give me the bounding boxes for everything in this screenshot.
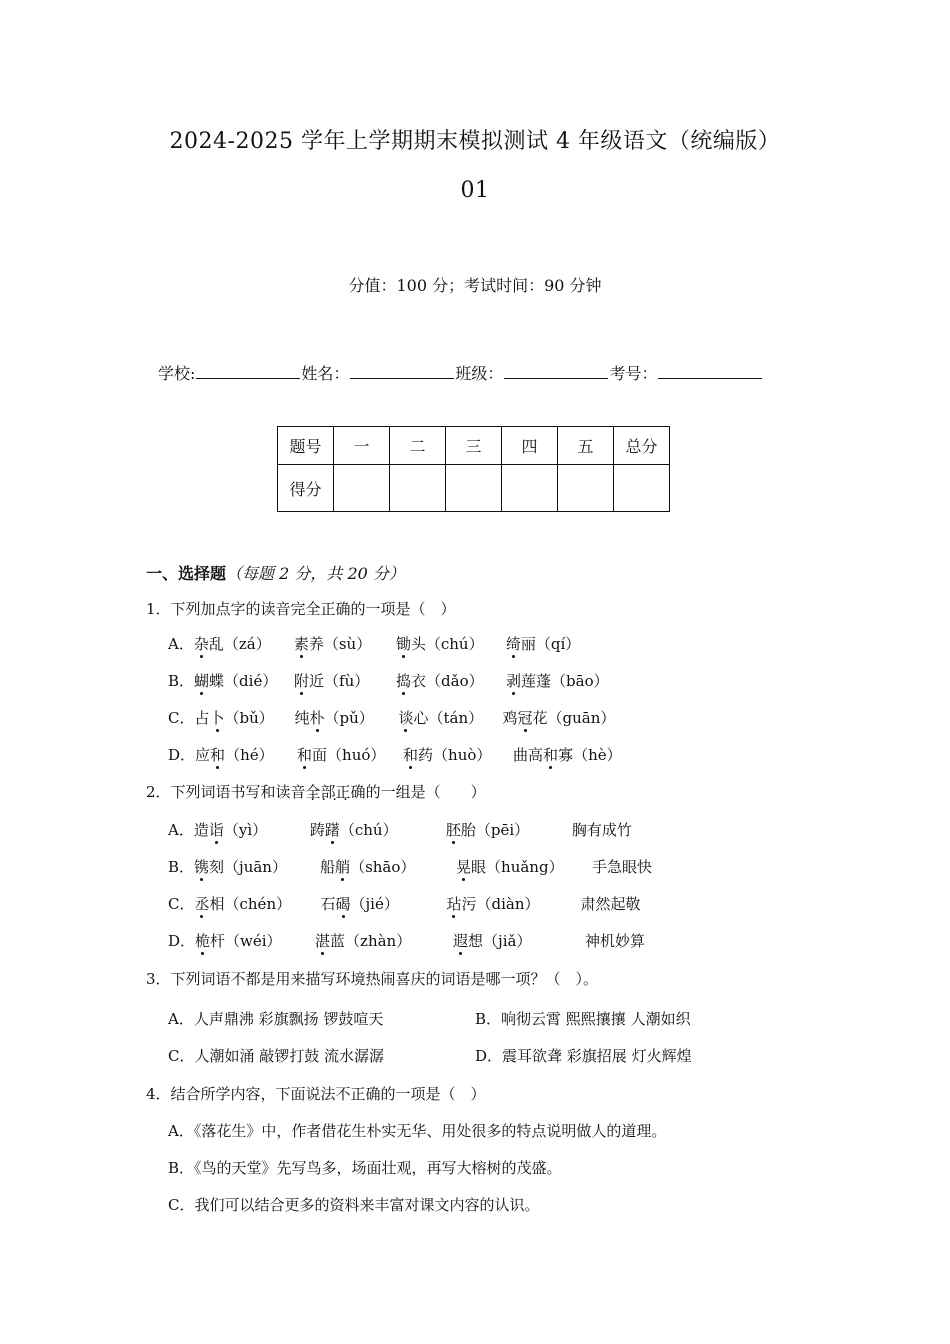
score-cell[interactable]: [334, 465, 390, 512]
option-letter: D．: [168, 932, 196, 950]
word-item: 晃眼（huǎng）: [456, 858, 564, 876]
score-cell[interactable]: [558, 465, 614, 512]
option-letter: A．: [168, 821, 194, 839]
score-header-cell: 二: [390, 427, 446, 465]
word-item: 附近（fù）: [294, 672, 370, 690]
q3-option-c[interactable]: [168, 1045, 384, 1066]
school-blank[interactable]: [196, 360, 300, 379]
q4-option-c[interactable]: [168, 1194, 540, 1215]
q1-option-d[interactable]: [168, 744, 622, 765]
word-item: 占卜（bǔ）: [194, 709, 274, 727]
option-text: 震耳欲聋 彩旗招展 灯火辉煌: [502, 1047, 692, 1065]
word-item: 绮丽（qí）: [505, 635, 581, 653]
option-text: 人潮如涌 敲锣打鼓 流水潺潺: [194, 1047, 385, 1065]
word-item: 曲高和寡（hè）: [513, 746, 622, 764]
section-1-title: 一、选择题: [146, 564, 227, 583]
q4-option-b[interactable]: [168, 1157, 562, 1178]
score-cell[interactable]: [502, 465, 558, 512]
option-letter: D．: [475, 1047, 503, 1065]
option-letter: A．: [168, 635, 194, 653]
question-2-stem: 2．下列词语书写和读音全部正确 · ·的一组是（ ）: [146, 781, 486, 802]
option-letter: C．: [168, 895, 195, 913]
word-item: 丞相（chén）: [194, 895, 292, 913]
word-item: 湛蓝（zhàn）: [315, 932, 412, 950]
score-row-label: 得分: [278, 465, 334, 512]
word-item: 玷污（diàn）: [446, 895, 540, 913]
word-item: 造诣（yì）: [193, 821, 268, 839]
option-letter: D．: [168, 746, 196, 764]
school-label: 学校:: [158, 364, 196, 383]
word-item: 踌躇（chú）: [309, 821, 398, 839]
word-item: 神机妙算: [585, 932, 646, 950]
exam-title-line1: 2024-2025 学年上学期期末模拟测试 4 年级语文（统编版）: [169, 129, 781, 154]
word-item: 肃然起敬: [580, 895, 641, 913]
word-item: 杂乱（zá）: [193, 635, 271, 653]
word-item: 手急眼快: [592, 858, 653, 876]
q2-option-c[interactable]: [168, 893, 641, 914]
q1-option-c[interactable]: [168, 707, 615, 728]
option-letter: B．: [475, 1010, 502, 1028]
option-text: 《落花生》中，作者借花生朴实无华、用处很多的特点说明做人的道理。: [193, 1122, 667, 1140]
id-blank[interactable]: [658, 360, 762, 379]
score-header-cell: 一: [334, 427, 390, 465]
option-letter: C．: [168, 709, 195, 727]
score-header-cell: 四: [502, 427, 558, 465]
word-item: 应和（hé）: [195, 746, 274, 764]
exam-title-line2: 01: [460, 178, 490, 203]
q3-option-d[interactable]: [475, 1045, 692, 1066]
option-text: 人声鼎沸 彩旗飘扬 锣鼓喧天: [193, 1010, 384, 1028]
class-blank[interactable]: [504, 360, 608, 379]
id-label: 考号：: [609, 364, 658, 383]
score-cell[interactable]: [390, 465, 446, 512]
word-item: 蝴蝶（dié）: [194, 672, 278, 690]
q1-option-b[interactable]: [168, 670, 609, 691]
option-letter: B．: [168, 1159, 195, 1177]
option-text: 我们可以结合更多的资料来丰富对课文内容的认识。: [194, 1196, 540, 1214]
q3-option-a[interactable]: [168, 1008, 383, 1029]
score-header-cell: 题号: [278, 427, 334, 465]
score-table-score-row: [278, 465, 670, 512]
question-3-stem: 3．下列词语不都是用来描写环境热闹喜庆的词语是哪一项？（ ）。: [146, 970, 599, 988]
score-header-cell: 五: [558, 427, 614, 465]
word-item: 锄头（chú）: [395, 635, 484, 653]
option-letter: A．: [168, 1010, 194, 1028]
option-letter: A．: [168, 1122, 194, 1140]
q3-option-b[interactable]: [475, 1008, 691, 1029]
word-item: 桅杆（wéi）: [195, 932, 282, 950]
section-1-heading: [146, 561, 405, 584]
score-table: [277, 426, 670, 512]
score-cell[interactable]: [614, 465, 670, 512]
section-1-note: （每题 2 分，共 20 分）: [226, 564, 405, 583]
word-item: 和面（huó）: [297, 746, 386, 764]
question-4-stem: 4．结合所学内容，下面说法不正确的一项是（ ）: [146, 1085, 486, 1103]
word-item: 胚胎（pēi）: [445, 821, 530, 839]
option-letter: B．: [168, 672, 195, 690]
question-1-stem: 1．下列加点字的读音完全正确的一项是（ ）: [146, 600, 456, 618]
word-item: 船艄（shāo）: [320, 858, 416, 876]
word-item: 鸡冠花（guān）: [502, 709, 616, 727]
option-letter: B．: [168, 858, 195, 876]
word-item: 纯朴（pǔ）: [294, 709, 374, 727]
q2-option-d[interactable]: [168, 930, 645, 951]
q1-option-a[interactable]: [168, 633, 580, 654]
class-label: 班级：: [455, 364, 504, 383]
score-header-cell: 总分: [614, 427, 670, 465]
option-letter: C．: [168, 1047, 195, 1065]
word-item: 胸有成竹: [571, 821, 632, 839]
dotted-emphasis: 全部正确 · ·: [306, 783, 366, 801]
option-text: 响彻云霄 熙熙攘攘 人潮如织: [501, 1010, 691, 1028]
score-header-cell: 三: [446, 427, 502, 465]
exam-meta: 分值：100 分；考试时间：90 分钟: [348, 276, 602, 295]
student-info-row: [158, 360, 763, 384]
word-item: 捣衣（dǎo）: [396, 672, 484, 690]
word-item: 镌刻（juān）: [194, 858, 287, 876]
word-item: 和药（huò）: [403, 746, 492, 764]
option-text: 《鸟的天堂》先写鸟多，场面壮观，再写大榕树的茂盛。: [194, 1159, 562, 1177]
q2-option-b[interactable]: [168, 856, 652, 877]
score-cell[interactable]: [446, 465, 502, 512]
score-table-header-row: [278, 427, 670, 465]
name-label: 姓名：: [301, 364, 350, 383]
q2-option-a[interactable]: [168, 819, 632, 840]
name-blank[interactable]: [350, 360, 454, 379]
word-item: 素养（sù）: [293, 635, 372, 653]
option-letter: C．: [168, 1196, 195, 1214]
word-item: 谈心（tán）: [398, 709, 484, 727]
word-item: 遐想（jiǎ）: [453, 932, 532, 950]
q4-option-a[interactable]: [168, 1120, 666, 1141]
word-item: 剥莲蓬（bāo）: [506, 672, 609, 690]
word-item: 石碣（jié）: [320, 895, 399, 913]
